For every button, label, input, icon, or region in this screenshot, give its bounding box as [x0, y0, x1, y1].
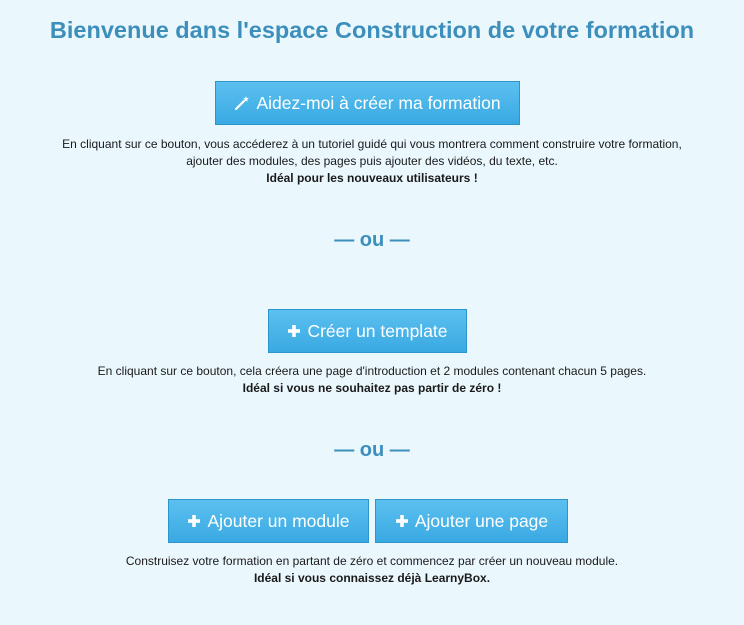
manual-desc-highlight: Idéal si vous connaissez déjà LearnyBox.: [253, 571, 491, 585]
plus-icon: [395, 514, 409, 528]
page-title: Bienvenue dans l'espace Construction de votre formation: [49, 17, 695, 43]
or-separator: — ou —: [334, 439, 410, 461]
template-desc-highlight: Idéal si vous ne souhaitez pas partir de zéro !: [242, 381, 502, 395]
plus-icon: [187, 514, 201, 528]
create-template-label: Créer un template: [307, 320, 448, 341]
add-page-button[interactable]: [375, 499, 568, 543]
add-page-label: Ajouter une page: [414, 510, 549, 531]
manual-desc-line1: Construisez votre formation en partant de zéro et commencez par créer un nouveau module.: [125, 554, 619, 568]
help-me-create-label: Aidez-moi à créer ma formation: [256, 92, 501, 113]
add-module-label: Ajouter un module: [207, 510, 350, 531]
manual-description: [0, 553, 744, 587]
magic-wand-icon: [234, 95, 250, 111]
assistant-desc-highlight: Idéal pour les nouveaux utilisateurs !: [266, 171, 478, 185]
template-desc-line1: En cliquant sur ce bouton, cela créera une page d'introduction et 2 modules contenant chacun 5 pages.: [97, 364, 647, 378]
assistant-description: [0, 136, 744, 187]
template-description: [0, 363, 744, 397]
or-separator: — ou —: [334, 229, 410, 251]
plus-icon: [287, 324, 301, 338]
assistant-desc-line1: En cliquant sur ce bouton, vous accéderez à un tutoriel guidé qui vous montrera comment construire votre formation,: [62, 137, 682, 151]
assistant-desc-line2: ajouter des modules, des pages puis ajouter des vidéos, du texte, etc.: [186, 154, 558, 168]
create-template-button[interactable]: [268, 309, 467, 353]
add-module-button[interactable]: [168, 499, 369, 543]
help-me-create-button[interactable]: [215, 81, 520, 125]
